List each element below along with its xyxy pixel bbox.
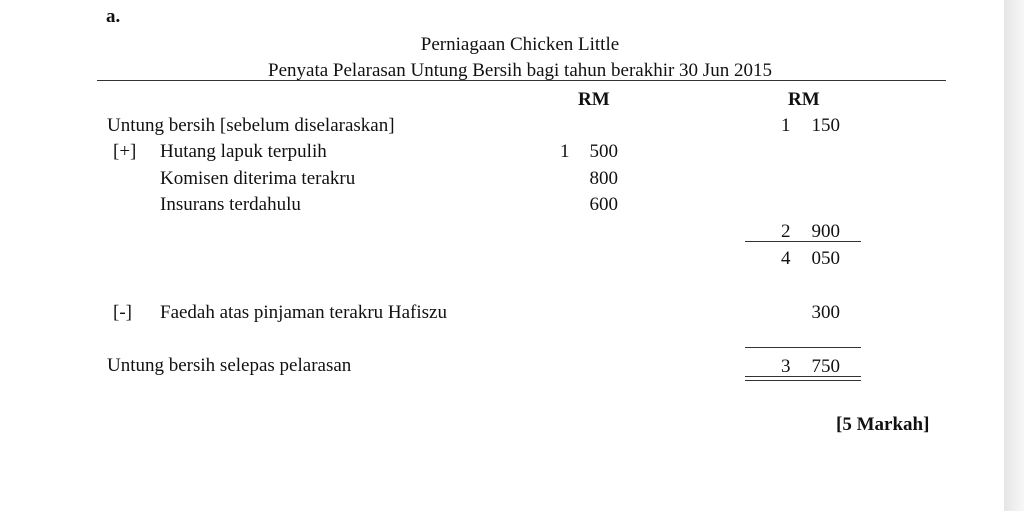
subtotal-rule [745,241,861,242]
net-profit-after-amount: 750 [811,356,840,377]
bad-debts-label: Hutang lapuk terpulih [160,141,327,162]
net-profit-after-label: Untung bersih selepas pelarasan [107,355,352,376]
col2-header: RM [788,89,820,110]
double-rule-top [745,376,861,377]
add-marker: [+] [113,141,137,162]
insurance-label: Insurans terdahulu [160,194,301,215]
total-amount: 050 [811,248,840,269]
title-underline [97,80,946,81]
insurance-amount: 600 [589,194,618,215]
commission-amount: 800 [589,168,618,189]
subtotal-add-amount: 900 [811,221,840,242]
subtotal-add-thousands: 2 [781,221,791,242]
interest-label: Faedah atas pinjaman terakru Hafiszu [160,302,447,323]
page-edge-shadow [1004,0,1024,511]
net-profit-before-label: Untung bersih [sebelum diselaraskan] [107,115,395,136]
col1-header: RM [578,89,610,110]
net-profit-before-amount: 150 [811,115,840,136]
interest-rule [745,347,861,348]
net-profit-before-thousands: 1 [781,115,791,136]
interest-amount: 300 [811,302,840,323]
statement-title: Penyata Pelarasan Untung Bersih bagi tahun berakhir 30 Jun 2015 [268,60,772,81]
bad-debts-thousands: 1 [560,141,570,162]
net-profit-after-thousands: 3 [781,356,791,377]
marks-label: [5 Markah] [836,414,930,435]
less-marker: [-] [113,302,132,323]
double-rule-bottom [745,380,861,381]
bad-debts-amount: 500 [589,141,618,162]
business-name: Perniagaan Chicken Little [420,34,620,55]
question-label: a. [106,6,121,27]
total-thousands: 4 [781,248,791,269]
commission-label: Komisen diterima terakru [160,168,356,189]
